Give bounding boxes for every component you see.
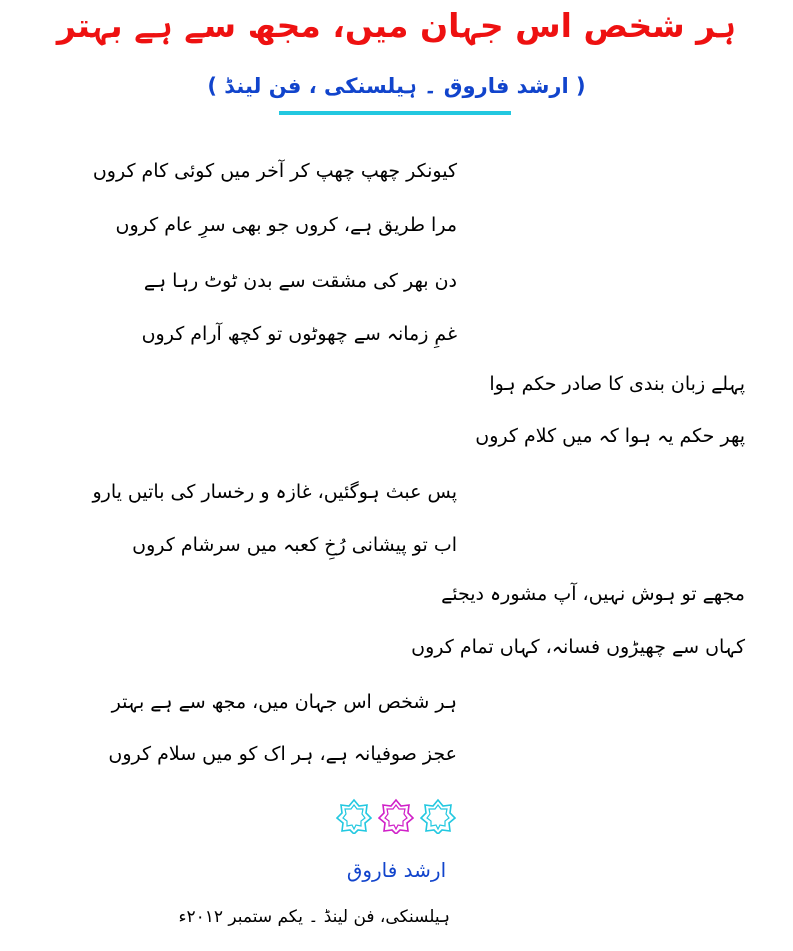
verse-line: مجھے تو ہوش نہیں، آپ مشورہ دیجئے [441,583,745,605]
verse-line: پس عبث ہوگئیں، غازہ و رخسار کی باتیں یارو [92,481,457,503]
star-ornament-row [334,798,458,838]
verse-line: ہر شخص اس جہان میں، مجھ سے ہے بہتر [111,691,457,713]
star-ornament-icon [420,798,456,834]
poem-subtitle: ( ارشد فاروق ۔ ہیلسنکی ، فن لینڈ ) [207,74,586,98]
verse-line: عجز صوفیانہ ہے، ہر اک کو میں سلام کروں [108,743,457,765]
verse-line: غمِ زمانہ سے چھوٹوں تو کچھ آرام کروں [141,323,457,345]
verse-line: کیونکر چھپ چھپ کر آخر میں کوئی کام کروں [92,160,457,182]
poem-title: ہر شخص اس جہان میں، مجھ سے ہے بہتر [56,6,737,45]
star-ornament-icon [336,798,372,834]
author-name: ارشد فاروق [346,858,447,882]
verse-line: مرا طریق ہے، کروں جو بھی سرِ عام کروں [115,214,457,236]
place-and-date: ہیلسنکی، فن لینڈ ۔ یکم ستمبر ۲۰۱۲ء [178,907,450,927]
verse-line: پہلے زبان بندی کا صادر حکم ہوا [489,373,745,395]
verse-line: اب تو پیشانی رُخِ کعبہ میں سرشام کروں [132,534,457,556]
title-underline [279,111,511,115]
verse-line: دن بھر کی مشقت سے بدن ٹوٹ رہا ہے [143,270,457,292]
verse-line: پھر حکم یہ ہوا کہ میں کلام کروں [475,425,745,447]
verse-line: کہاں سے چھیڑوں فسانہ، کہاں تمام کروں [411,636,745,658]
star-ornament-icon [378,798,414,834]
